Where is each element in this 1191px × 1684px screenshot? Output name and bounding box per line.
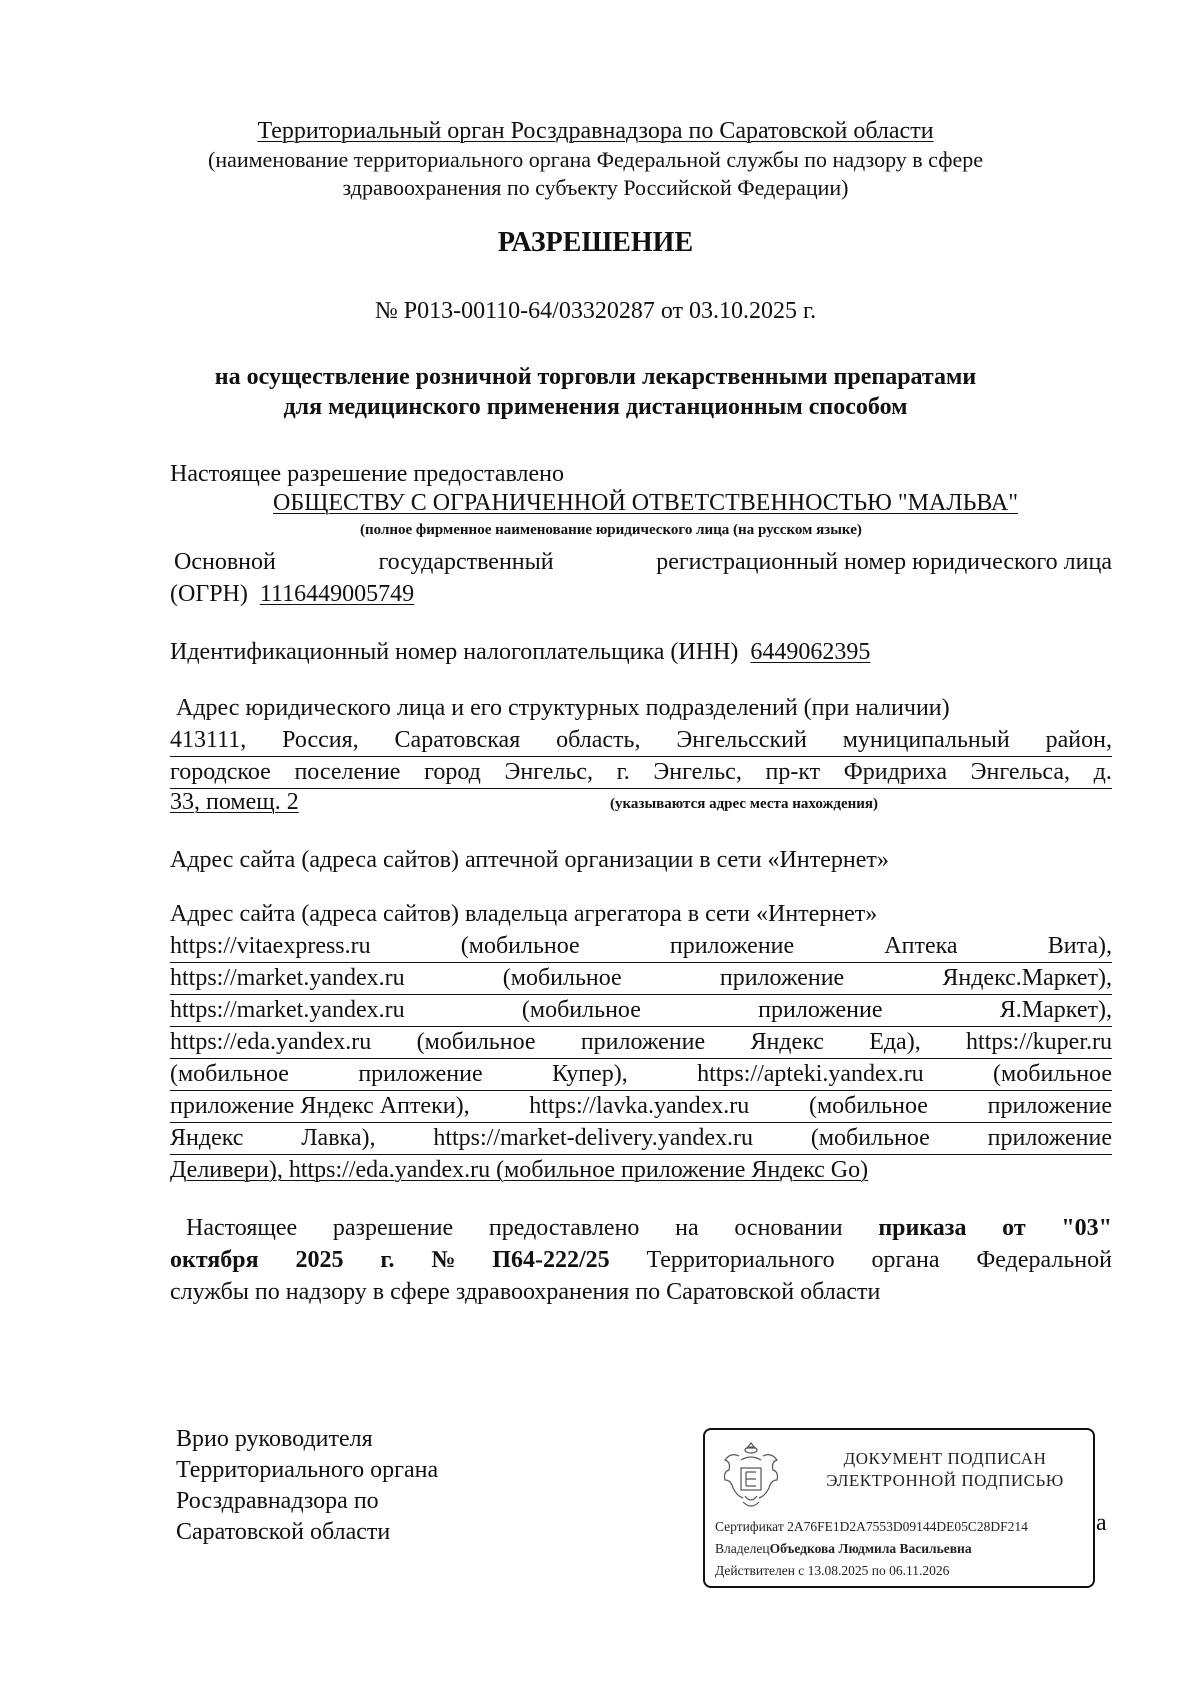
e-signature-title-line1: ДОКУМЕНТ ПОДПИСАН <box>843 1449 1047 1468</box>
basis-word: от <box>1002 1215 1026 1241</box>
aggregator-site-word: Аптека <box>884 933 958 959</box>
aggregator-site-word: приложение <box>987 1093 1112 1119</box>
aggregator-site-line <box>170 994 1112 1027</box>
ogrn-row <box>170 578 1112 610</box>
aggregator-site-word: (мобильное <box>993 1061 1112 1087</box>
basis-word: органа <box>871 1247 940 1273</box>
aggregator-site-line <box>170 1122 1112 1155</box>
authority-name <box>0 116 1191 146</box>
ogrn-word: регистрационный номер юридического лица <box>656 549 1112 575</box>
aggregator-site-word: приложение Яндекс Аптеки), <box>170 1093 470 1119</box>
aggregator-site-link[interactable]: https://kuper.ru <box>966 1029 1112 1055</box>
inn-value: 6449062395 <box>750 639 871 665</box>
owner-label: Владелец <box>715 1541 770 1556</box>
address-line1 <box>170 724 1112 757</box>
certificate-label: Сертификат <box>715 1519 784 1534</box>
aggregator-site-link[interactable]: https://eda.yandex.ru <box>170 1029 372 1055</box>
inn-row <box>170 636 1112 668</box>
aggregator-site-word: приложение <box>758 997 883 1023</box>
aggregator-site-word: Купер), <box>552 1061 628 1087</box>
basis-word: предоставлено <box>488 1215 640 1241</box>
basis-word: приказа <box>878 1215 967 1241</box>
aggregator-site-line <box>170 1058 1112 1091</box>
address-word: Фридриха <box>843 759 947 785</box>
basis-word: октября <box>170 1247 259 1273</box>
aggregator-site-word: Лавка), <box>301 1125 376 1151</box>
signatory-line: Территориального органа <box>176 1457 439 1483</box>
basis-word: Территориального <box>646 1247 835 1273</box>
owner-row <box>715 1540 972 1558</box>
permit-number: № Р013-00110-64/03320287 от 03.10.2025 г. <box>374 298 817 324</box>
address-line2 <box>170 756 1112 789</box>
address-word: Саратовская <box>394 727 521 753</box>
basis-word: "03" <box>1061 1215 1112 1241</box>
basis-line1 <box>186 1212 1112 1244</box>
address-word: город <box>424 759 481 785</box>
owner-value: Объедкова Людмила Васильевна <box>769 1541 972 1556</box>
company-note: (полное фирменное наименование юридического лица (на русском языке) <box>360 522 862 538</box>
aggregator-site-word: (мобильное <box>808 1093 928 1119</box>
aggregator-site-word: (мобильное <box>502 965 622 991</box>
aggregator-site-word: (мобильное <box>460 933 580 959</box>
ogrn-word: Основной <box>174 549 276 575</box>
document-title: РАЗРЕШЕНИЕ <box>497 227 694 258</box>
aggregator-site-word: Яндекс <box>750 1029 824 1055</box>
basis-word: П64-222/25 <box>492 1247 610 1273</box>
address-word: городское <box>170 759 271 785</box>
aggregator-site-line <box>170 930 1112 963</box>
basis-word: на <box>675 1215 699 1241</box>
aggregator-site-line <box>170 1026 1112 1059</box>
certificate-row <box>715 1518 1028 1536</box>
authority-note-line2: здравоохранения по субъекту Российской Федерации) <box>342 175 849 200</box>
address-note: (указываются адрес места нахождения) <box>610 796 879 812</box>
basis-line3: службы по надзору в сфере здравоохранения по Саратовской области <box>170 1279 881 1305</box>
company-name <box>50 488 1191 518</box>
basis-word: Федеральной <box>976 1247 1112 1273</box>
ogrn-word: государственный <box>378 549 554 575</box>
aggregator-site-word: (мобильное <box>810 1125 930 1151</box>
aggregator-site-word: приложение <box>669 933 795 959</box>
aggregator-site-word: (мобильное <box>521 997 641 1023</box>
address-word: область, <box>556 727 641 753</box>
address-word: поселение <box>294 759 401 785</box>
aggregator-last-line <box>170 1154 1112 1186</box>
granted-label: Настоящее разрешение предоставлено <box>170 461 564 487</box>
basis-word: разрешение <box>332 1215 454 1241</box>
aggregator-sites-label: Адрес сайта (адреса сайтов) владельца агрегатора в сети «Интернет» <box>170 901 878 927</box>
aggregator-site-word: приложение <box>987 1125 1112 1151</box>
e-signature-title <box>810 1448 1080 1492</box>
inn-label: Идентификационный номер налогоплательщика (ИНН) <box>170 639 739 665</box>
address-word: Энгельс, <box>504 759 593 785</box>
aggregator-site-word: приложение <box>719 965 845 991</box>
validity-row: Действителен с 13.08.2025 по 06.11.2026 <box>715 1563 950 1578</box>
basis-word: г. <box>380 1247 395 1273</box>
subject-line2: для медицинского применения дистанционным способом <box>283 394 908 420</box>
address-word: пр-кт <box>765 759 821 785</box>
signatory-line: Росздравнадзора по <box>176 1488 379 1514</box>
signatory-line: Врио руководителя <box>176 1426 373 1452</box>
aggregator-site-link[interactable]: https://apteki.yandex.ru <box>697 1061 924 1087</box>
aggregator-site-word: Я.Маркет), <box>999 997 1112 1023</box>
coat-of-arms-icon <box>719 1440 783 1510</box>
aggregator-site-word: приложение <box>358 1061 483 1087</box>
address-word: г. <box>616 759 630 785</box>
pharmacy-sites-label: Адрес сайта (адреса сайтов) аптечной организации в сети «Интернет» <box>170 847 889 873</box>
ogrn-label <box>174 546 1112 578</box>
address-word: Россия, <box>282 727 359 753</box>
basis-word: № <box>431 1247 456 1273</box>
aggregator-site-link[interactable]: https://market-delivery.yandex.ru <box>433 1125 754 1151</box>
aggregator-site-line <box>170 962 1112 995</box>
address-word: Энгельса, <box>970 759 1071 785</box>
aggregator-site-link[interactable]: https://market.yandex.ru <box>170 965 405 991</box>
aggregator-site-line <box>170 1090 1112 1123</box>
authority-note-line1: (наименование территориального органа Федеральной службы по надзору в сфере <box>208 147 983 172</box>
basis-word: Настоящее <box>186 1215 298 1241</box>
aggregator-site-word: Вита), <box>1047 933 1112 959</box>
basis-word: 2025 <box>295 1247 344 1273</box>
e-signature-stamp <box>703 1428 1095 1588</box>
basis-line2 <box>170 1244 1112 1276</box>
aggregator-site-word: (мобильное <box>170 1061 289 1087</box>
subject-line1: на осуществление розничной торговли лекарственными препаратами <box>214 364 977 390</box>
e-signature-title-line2: ЭЛЕКТРОННОЙ ПОДПИСЬЮ <box>826 1471 1064 1490</box>
aggregator-site-word: Яндекс <box>170 1125 244 1151</box>
aggregator-site-word: Яндекс.Маркет), <box>942 965 1112 991</box>
aggregator-site-word: (мобильное <box>416 1029 536 1055</box>
address-word: район, <box>1045 727 1112 753</box>
address-word: Энгельс, <box>653 759 742 785</box>
signatory-line: Саратовской области <box>176 1519 391 1545</box>
ogrn-abbrev: (ОГРН) <box>170 581 248 607</box>
aggregator-last-line-text: Деливери), https://eda.yandex.ru (мобильное приложение Яндекс Go) <box>170 1157 869 1183</box>
signatory-block <box>176 1424 438 1548</box>
certificate-value: 2A76FE1D2A7553D09144DE05C28DF214 <box>787 1519 1028 1534</box>
signatory-trailing: а <box>1096 1510 1107 1536</box>
address-line3-text: 33, помещ. 2 <box>170 789 299 815</box>
address-word: Энгельсский <box>676 727 807 753</box>
aggregator-site-link[interactable]: https://lavka.yandex.ru <box>529 1093 750 1119</box>
address-word: д. <box>1093 759 1112 785</box>
aggregator-site-word: приложение <box>580 1029 706 1055</box>
ogrn-value: 1116449005749 <box>259 581 415 607</box>
authority-name-text: Территориальный орган Росздравнадзора по Саратовской области <box>257 118 934 144</box>
address-word: муниципальный <box>842 727 1010 753</box>
address-word: 413111, <box>170 727 247 753</box>
company-name-text: ОБЩЕСТВУ С ОГРАНИЧЕННОЙ ОТВЕТСТВЕННОСТЬЮ "МАЛЬВА" <box>273 490 1018 516</box>
aggregator-site-word: Еда), <box>869 1029 921 1055</box>
aggregator-site-link[interactable]: https://vitaexpress.ru <box>170 933 371 959</box>
basis-word: основании <box>734 1215 843 1241</box>
aggregator-site-link[interactable]: https://market.yandex.ru <box>170 997 405 1023</box>
address-label: Адрес юридического лица и его структурных подразделений (при наличии) <box>176 695 950 721</box>
